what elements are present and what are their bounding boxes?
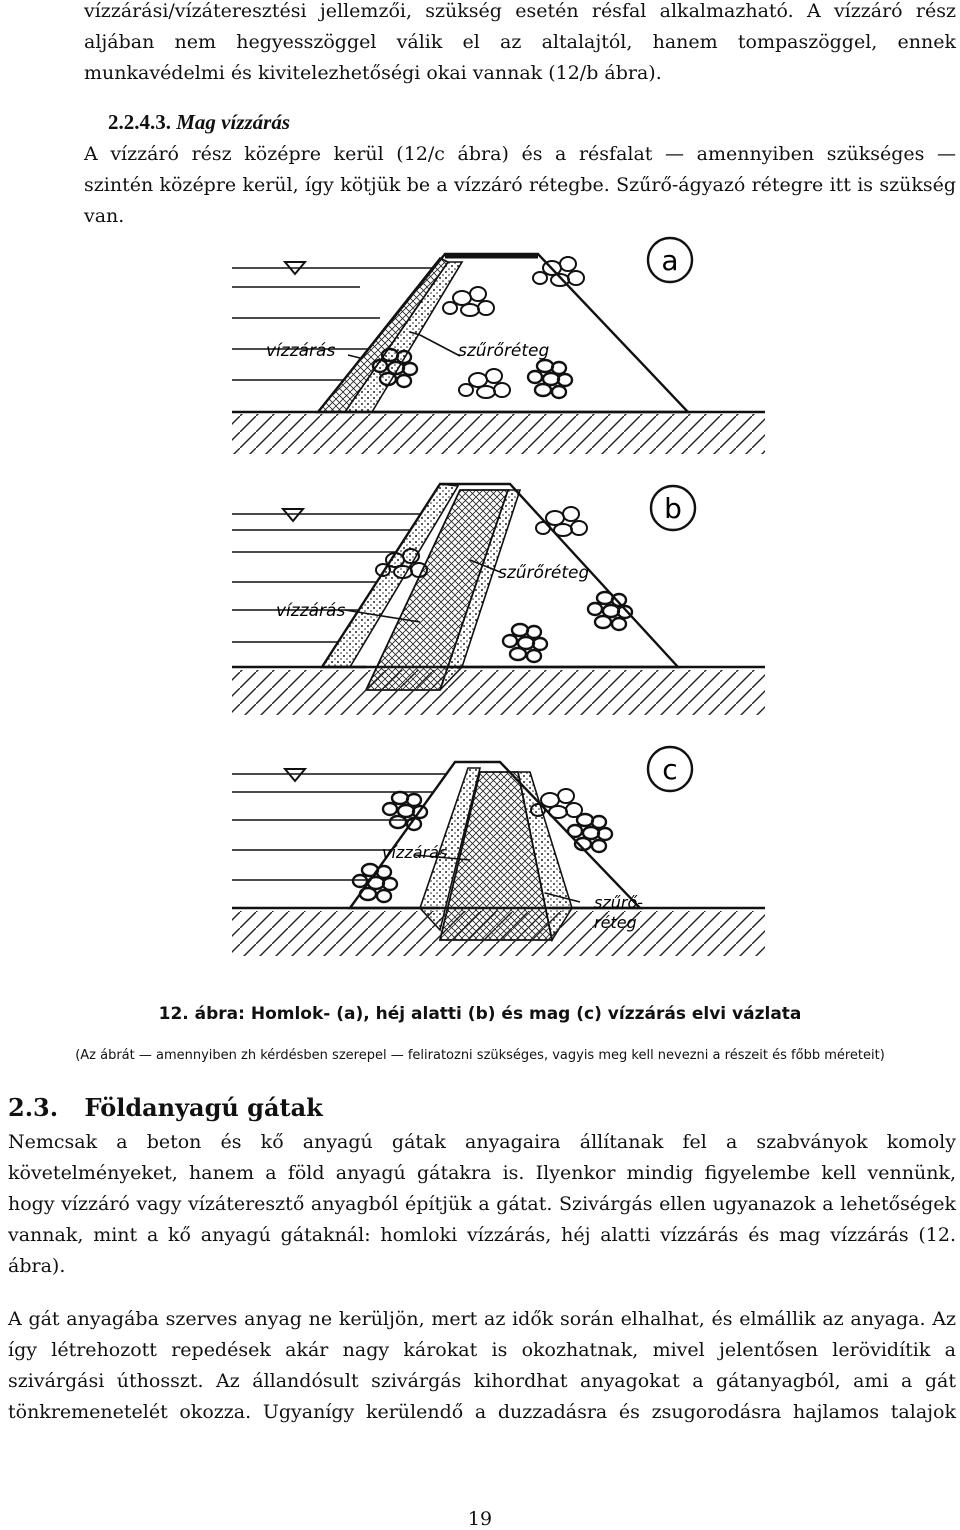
body-line: Nemcsak a beton és kő anyagú gátak anyagaira állítanak fel a szabványok komoly xyxy=(8,1131,956,1153)
section-line: A vízzáró rész középre kerül (12/c ábra) és a résfalat — amennyiben szükséges — xyxy=(84,143,956,165)
section-line: van. xyxy=(84,205,125,227)
label-right-b: szűrőréteg xyxy=(498,563,590,583)
water-level-marker xyxy=(285,769,305,781)
chapter-title: Földanyagú gátak xyxy=(84,1093,323,1122)
panel-a xyxy=(232,238,765,454)
figure-caption: 12. ábra: Homlok- (a), héj alatti (b) és mag (c) vízzárás elvi vázlata xyxy=(158,1004,802,1024)
intro-line: munkavédelmi és kivitelezhetőségi okai vannak (12/b ábra). xyxy=(84,62,662,84)
body-paragraph-1 xyxy=(8,1127,956,1282)
page-number: 19 xyxy=(467,1508,493,1530)
panel-c xyxy=(232,747,765,956)
water-level-marker xyxy=(283,509,303,521)
intro-line: vízzárási/vízáteresztési jellemzői, szükség esetén résfal alkalmazható. A vízzáró rész xyxy=(84,0,956,22)
body-line: A gát anyagába szerves anyag ne kerüljön, mert az idők során elhalhat, és elmállik az anyaga. Az xyxy=(8,1308,956,1330)
panel-letter-a: a xyxy=(661,244,679,277)
label-left-b: vízzárás xyxy=(276,601,346,621)
panel-letter-c: c xyxy=(662,753,678,786)
body-line: vannak, mint a kő anyagú gátaknál: homloki vízzárás, héj alatti vízzárás és mag vízzárás (12. xyxy=(8,1224,956,1246)
label-left-c: vízzárás xyxy=(382,843,448,862)
label-right-a: szűrőréteg xyxy=(458,341,550,361)
intro-line: aljában nem hegyesszöggel válik el az altalajtól, hanem tompaszöggel, ennek xyxy=(84,31,956,53)
label-left-a: vízzárás xyxy=(266,341,336,361)
ground xyxy=(232,908,765,956)
label-right-c-2: réteg xyxy=(594,913,637,932)
section-title: Mag vízzárás xyxy=(176,110,291,134)
body-line: tönkremenetelét okozza. Ugyanígy kerülendő a duzzadásra és zsugorodásra hajlamos talajok xyxy=(8,1401,956,1423)
chapter-heading xyxy=(8,1093,323,1122)
panel-b xyxy=(232,484,765,715)
body-line: így létrehozott repedések akár nagy károkat is okozhatnak, mivel jelentősen lerövidítik a xyxy=(8,1339,956,1361)
body-line: szivárgási úthosszt. Az állandósult szivárgás kihordhat anyagokat a gátanyagból, ami a gát xyxy=(8,1370,956,1392)
label-right-c-1: szűrő- xyxy=(594,893,644,912)
body-line: hogy vízzáró vagy vízáteresztő anyagból építjük a gátat. Szivárgás ellen ugyanazok a lehetőségek xyxy=(8,1193,956,1215)
panel-letter-b: b xyxy=(664,492,682,525)
chapter-number: 2.3. xyxy=(8,1093,59,1122)
ground xyxy=(232,667,765,715)
body-paragraph-2 xyxy=(8,1304,956,1428)
ground xyxy=(232,412,765,454)
section-line: szintén középre kerül, így kötjük be a vízzáró rétegbe. Szűrő-ágyazó rétegre itt is szükség xyxy=(84,174,956,196)
body-line: ábra). xyxy=(8,1255,66,1277)
body-line: követelményeket, hanem a föld anyagú gátakra is. Ilyenkor mindig figyelembe kell vennünk, xyxy=(8,1162,956,1184)
section-number: 2.2.4.3. xyxy=(108,110,171,134)
figure-note: (Az ábrát — amennyiben zh kérdésben szerepel — feliratozni szükséges, vagyis meg kell nevezni a részeit és főbb méreteit) xyxy=(75,1048,885,1063)
